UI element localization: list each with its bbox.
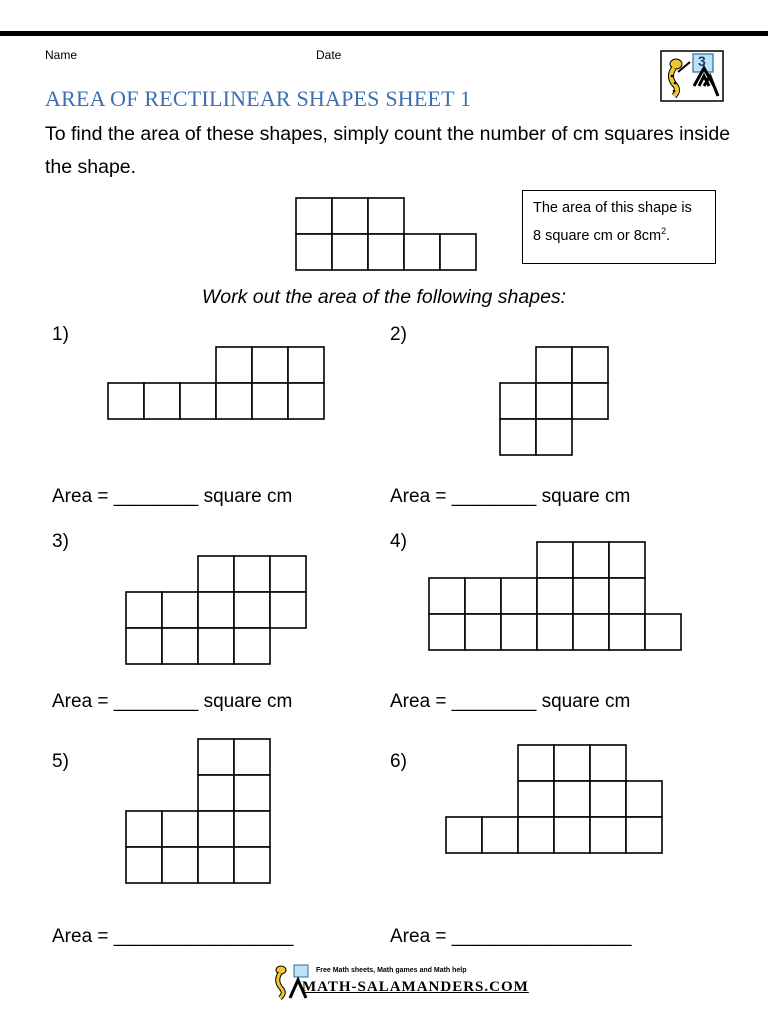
q2-square-7: [536, 419, 572, 455]
q5-square-5: [126, 811, 162, 847]
q6-square-13: [626, 817, 662, 853]
q6-square-6: [590, 781, 626, 817]
q5-square-11: [198, 847, 234, 883]
q6-square-5: [554, 781, 590, 817]
q4-square-7: [537, 578, 573, 614]
q6-square-3: [590, 745, 626, 781]
q5-square-3: [198, 775, 234, 811]
question-3-number: 3): [52, 531, 69, 552]
q1-square-9: [288, 383, 324, 419]
q5-square-9: [126, 847, 162, 883]
question-2-shape: [499, 346, 609, 456]
q2-square-5: [572, 383, 608, 419]
example-text-line1: The area of this shape is: [533, 200, 692, 216]
q5-square-10: [162, 847, 198, 883]
q6-square-9: [482, 817, 518, 853]
example-square-2: [332, 198, 368, 234]
question-6-area-line[interactable]: Area = _________________: [390, 926, 632, 947]
q6-square-7: [626, 781, 662, 817]
question-6-shape: [445, 744, 663, 854]
example-shape: [295, 197, 477, 271]
q4-square-13: [537, 614, 573, 650]
q3-square-10: [162, 628, 198, 664]
q4-square-12: [501, 614, 537, 650]
top-rule: [0, 31, 768, 36]
q6-square-4: [518, 781, 554, 817]
question-1-area-line[interactable]: Area = ________ square cm: [52, 486, 293, 507]
example-square-1: [296, 198, 332, 234]
question-5-number: 5): [52, 751, 69, 772]
q6-square-11: [554, 817, 590, 853]
question-3-shape: [125, 555, 307, 665]
q3-square-1: [198, 556, 234, 592]
example-square-8: [440, 234, 476, 270]
example-square-3: [368, 198, 404, 234]
question-5-shape: [125, 738, 271, 884]
footer-logo[interactable]: [272, 964, 529, 1000]
intro-text: To find the area of these shapes, simply count the number of cm squares inside the shape.: [45, 123, 731, 178]
q6-square-12: [590, 817, 626, 853]
question-4-area-line[interactable]: Area = ________ square cm: [390, 691, 631, 712]
example-square-6: [368, 234, 404, 270]
q4-square-11: [465, 614, 501, 650]
q1-square-2: [252, 347, 288, 383]
q3-square-7: [234, 592, 270, 628]
q2-square-4: [536, 383, 572, 419]
example-text-line2: 8 square cm or $8cm^2$.: [533, 226, 671, 244]
q4-square-9: [609, 578, 645, 614]
q4-square-2: [573, 542, 609, 578]
q4-square-5: [465, 578, 501, 614]
question-3-area-line[interactable]: Area = ________ square cm: [52, 691, 293, 712]
salamander-icon: [660, 50, 724, 102]
q4-square-10: [429, 614, 465, 650]
q5-square-6: [162, 811, 198, 847]
q6-square-10: [518, 817, 554, 853]
question-4-number: 4): [390, 531, 407, 552]
q1-square-7: [216, 383, 252, 419]
q3-square-5: [162, 592, 198, 628]
q4-square-1: [537, 542, 573, 578]
q4-square-4: [429, 578, 465, 614]
q1-square-6: [180, 383, 216, 419]
question-4-shape: [428, 541, 682, 651]
q4-square-16: [645, 614, 681, 650]
q1-square-4: [108, 383, 144, 419]
footer-brand: MATH-SALAMANDERS.COM: [302, 979, 529, 995]
q2-square-6: [500, 419, 536, 455]
q6-square-2: [554, 745, 590, 781]
question-6-number: 6): [390, 751, 407, 772]
example-square-4: [296, 234, 332, 270]
q3-square-9: [126, 628, 162, 664]
example-square-5: [332, 234, 368, 270]
question-1-number: 1): [52, 324, 69, 345]
date-label: Date: [316, 48, 342, 62]
q3-square-12: [234, 628, 270, 664]
question-5-area-line[interactable]: Area = _________________: [52, 926, 294, 947]
q2-square-2: [572, 347, 608, 383]
q5-square-7: [198, 811, 234, 847]
question-2-area-line[interactable]: Area = ________ square cm: [390, 486, 631, 507]
q3-square-8: [270, 592, 306, 628]
footer-tagline: Free Math sheets, Math games and Math help: [316, 967, 467, 974]
salamander-logo: [660, 50, 724, 102]
q4-square-8: [573, 578, 609, 614]
q3-square-3: [270, 556, 306, 592]
q3-square-2: [234, 556, 270, 592]
q3-square-6: [198, 592, 234, 628]
q5-square-4: [234, 775, 270, 811]
q6-square-1: [518, 745, 554, 781]
page-title: AREA OF RECTILINEAR SHAPES SHEET 1: [45, 86, 472, 111]
q1-square-1: [216, 347, 252, 383]
q6-square-8: [446, 817, 482, 853]
q1-square-5: [144, 383, 180, 419]
q3-square-4: [126, 592, 162, 628]
q4-square-3: [609, 542, 645, 578]
q2-square-1: [536, 347, 572, 383]
q1-square-3: [288, 347, 324, 383]
grade-badge: 3: [698, 53, 706, 69]
q3-square-11: [198, 628, 234, 664]
q5-square-2: [234, 739, 270, 775]
q4-square-14: [573, 614, 609, 650]
q5-square-12: [234, 847, 270, 883]
name-label: Name: [45, 48, 78, 62]
question-1-shape: [107, 346, 325, 420]
example-square-7: [404, 234, 440, 270]
question-2-number: 2): [390, 324, 407, 345]
q5-square-8: [234, 811, 270, 847]
q4-square-15: [609, 614, 645, 650]
q2-square-3: [500, 383, 536, 419]
instruction-text: Work out the area of the following shapes:: [201, 286, 567, 308]
q1-square-8: [252, 383, 288, 419]
q4-square-6: [501, 578, 537, 614]
q5-square-1: [198, 739, 234, 775]
example-info-box: [522, 190, 716, 264]
